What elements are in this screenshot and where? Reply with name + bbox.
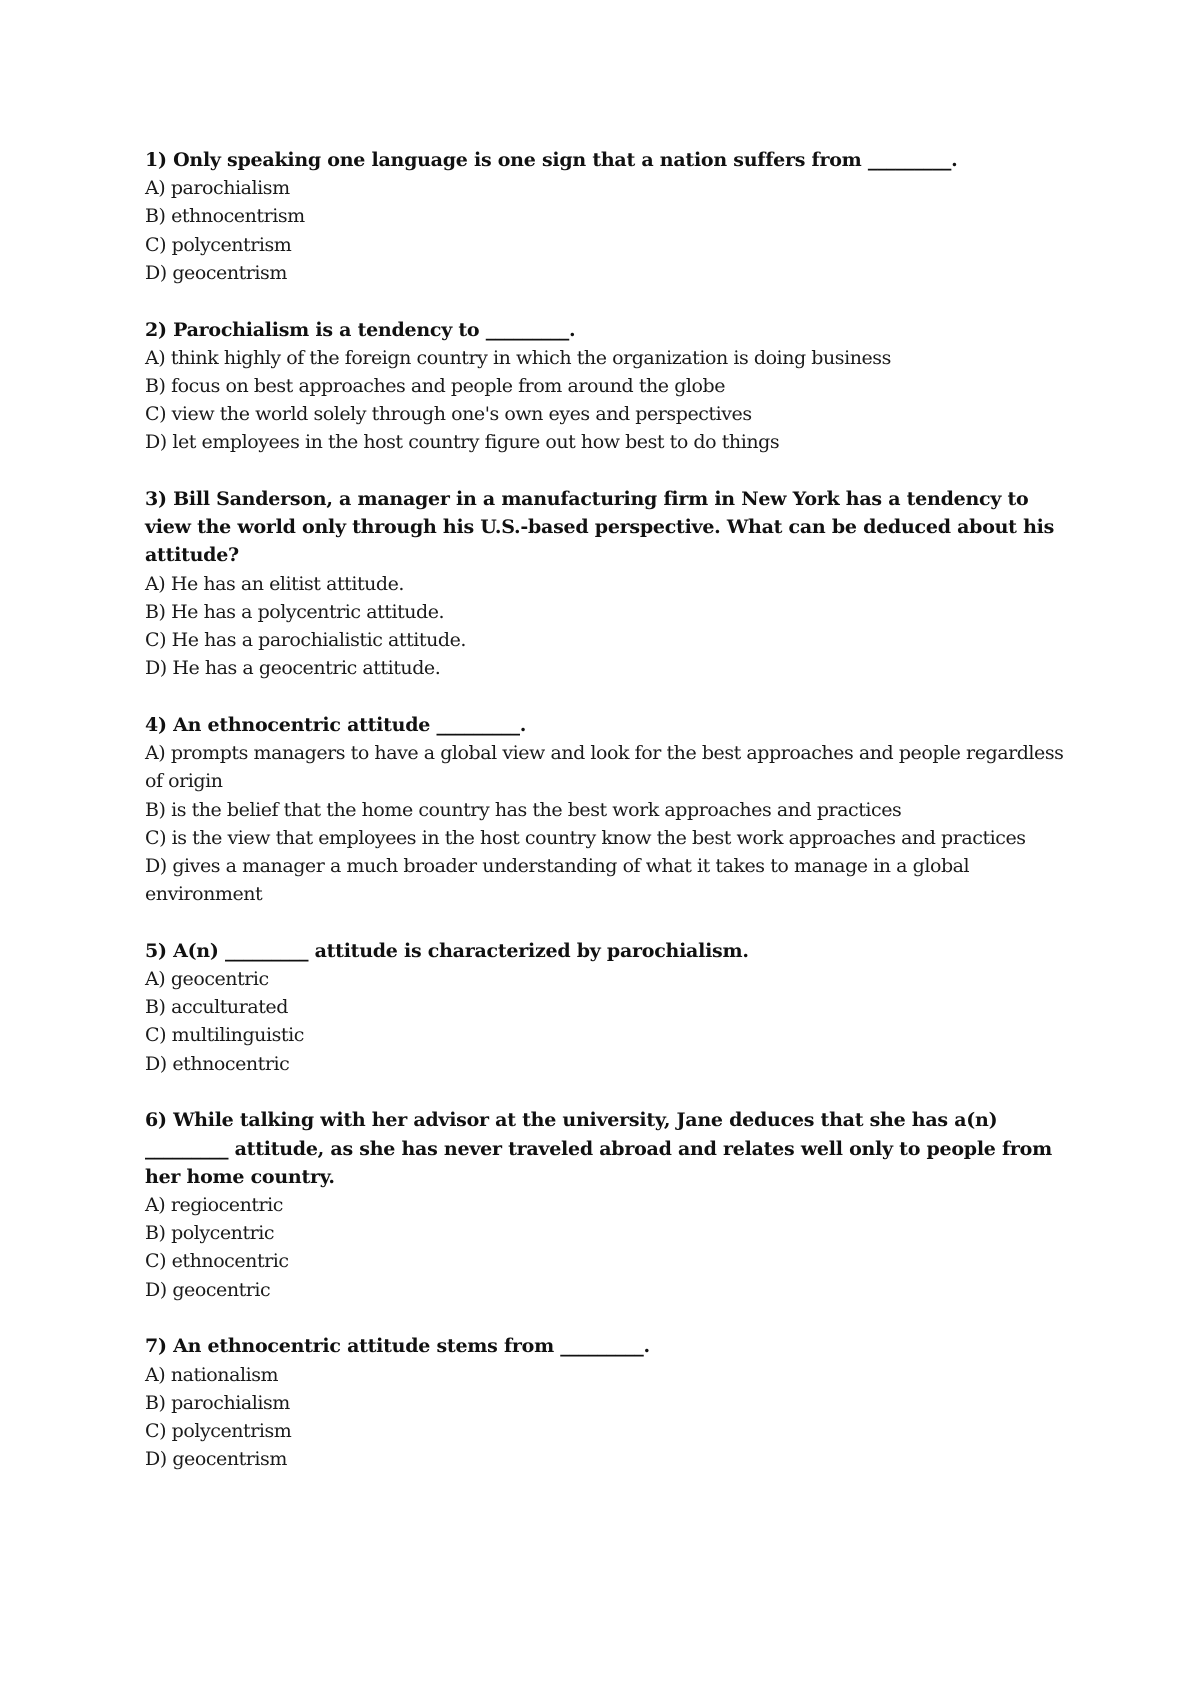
quiz-page (145, 146, 1065, 1502)
answer-option: D) geocentric (145, 1278, 271, 1301)
answer-option: B) acculturated (145, 996, 288, 1019)
question-7 (145, 1332, 1065, 1473)
answer-option: A) He has an elitist attitude. (145, 572, 405, 595)
answer-option: C) view the world solely through one's own eyes and perspectives (145, 403, 752, 426)
answer-option: C) He has a parochialistic attitude. (145, 629, 466, 652)
answer-option: D) let employees in the host country figure out how best to do things (145, 431, 780, 454)
answer-option: C) polycentrism (145, 233, 292, 256)
answer-option: C) is the view that employees in the host country know the best work approaches and practices (145, 826, 1026, 849)
answer-option: A) regiocentric (145, 1194, 283, 1216)
answer-option: B) is the belief that the home country has the best work approaches and practices (145, 798, 902, 821)
answer-option: A) think highly of the foreign country in which the organization is doing business (145, 346, 891, 369)
answer-option: B) ethnocentrism (145, 205, 305, 228)
answer-option: B) polycentric (145, 1222, 275, 1245)
question-stem: 6) While talking with her advisor at the university, Jane deduces that she has a(n) _________ attitude, as she has never traveled abroad and relates well only to people from her home country. (145, 1109, 1052, 1188)
answer-option: A) geocentric (145, 968, 269, 991)
question-3 (145, 485, 1065, 682)
question-6 (145, 1106, 1065, 1303)
answer-option: B) He has a polycentric attitude. (145, 600, 445, 623)
question-stem: 1) Only speaking one language is one sign that a nation suffers from _________. (145, 149, 958, 171)
answer-option: D) ethnocentric (145, 1052, 290, 1075)
answer-option: A) parochialism (145, 177, 290, 200)
question-2 (145, 316, 1065, 457)
question-stem: 2) Parochialism is a tendency to _________. (145, 318, 576, 341)
question-stem: 4) An ethnocentric attitude _________. (145, 713, 527, 736)
answer-option: C) polycentrism (145, 1419, 292, 1442)
answer-option: B) focus on best approaches and people from around the globe (145, 374, 726, 397)
question-stem: 3) Bill Sanderson, a manager in a manufacturing firm in New York has a tendency to view the world only through his U.S.-based perspective. What can be deduced about his attitude? (145, 488, 1055, 567)
answer-option: C) ethnocentric (145, 1250, 289, 1273)
answer-option: A) prompts managers to have a global view and look for the best approaches and people regardless of origin (145, 742, 1064, 793)
answer-option: D) geocentrism (145, 261, 287, 284)
question-5 (145, 937, 1065, 1078)
answer-option: C) multilinguistic (145, 1024, 304, 1047)
answer-option: D) geocentrism (145, 1448, 287, 1471)
question-stem: 5) A(n) _________ attitude is characterized by parochialism. (145, 939, 749, 962)
question-1 (145, 146, 1065, 287)
answer-option: A) nationalism (145, 1363, 279, 1386)
answer-option: B) parochialism (145, 1391, 290, 1414)
question-4 (145, 711, 1065, 908)
question-stem: 7) An ethnocentric attitude stems from _________. (145, 1335, 650, 1358)
answer-option: D) gives a manager a much broader understanding of what it takes to manage in a global environment (145, 854, 970, 906)
answer-option: D) He has a geocentric attitude. (145, 657, 441, 680)
